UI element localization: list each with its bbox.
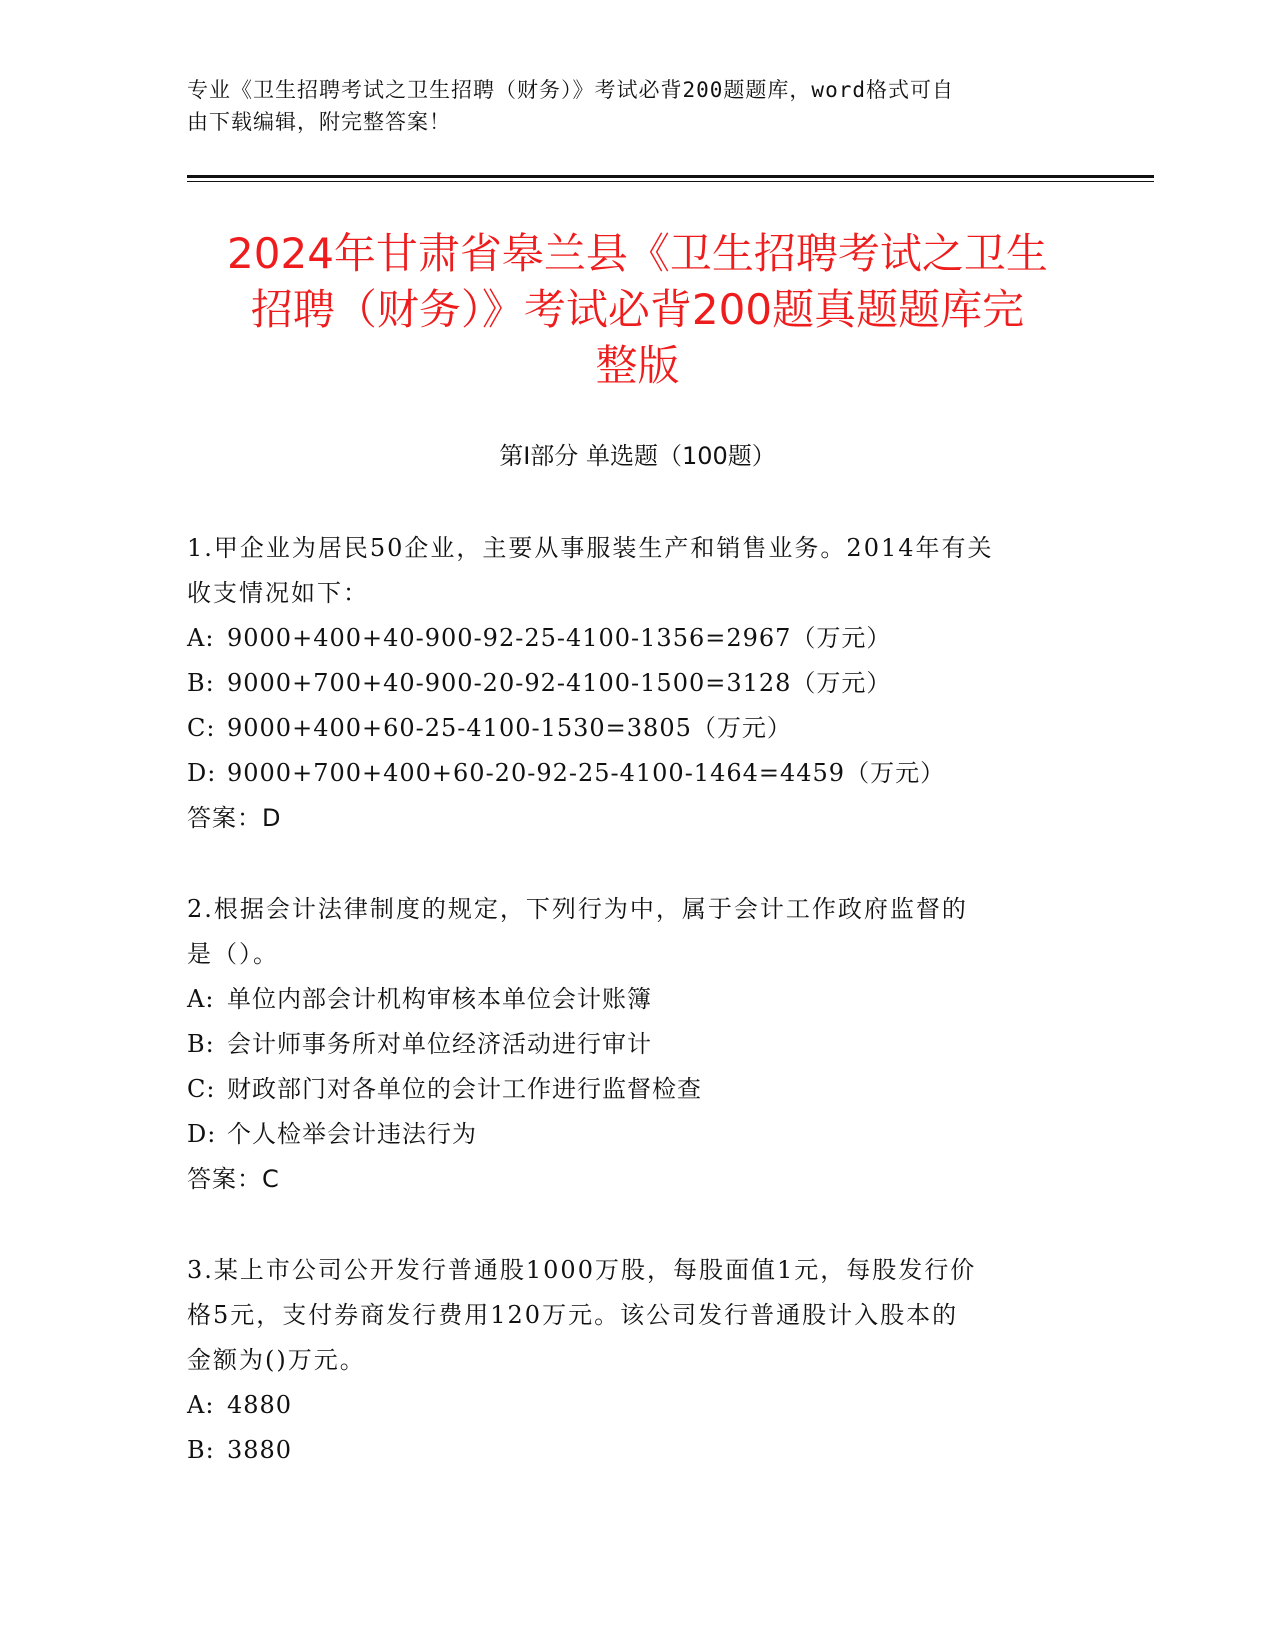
option-c [187,1067,1087,1112]
option-letter: C: [187,1075,216,1103]
option-text: 3880 [227,1436,293,1464]
option-b [187,661,1087,706]
option-letter: A: [187,985,215,1013]
option-letter: D: [187,759,217,787]
option-letter: B: [187,1436,215,1464]
header-divider-thick [187,175,1154,178]
header-divider-thin [187,181,1154,182]
header-note [187,74,1067,138]
option-a [187,1383,1087,1428]
option-text: 9000+400+40-900-92-25-4100-1356=2967（万元） [227,624,892,652]
question-3 [187,1248,1087,1473]
option-text: 单位内部会计机构审核本单位会计账簿 [227,985,652,1013]
option-letter: A: [187,624,215,652]
document-title [160,226,1115,394]
option-b [187,1022,1087,1067]
option-letter: B: [187,1030,215,1058]
document-title-line-3: 整版 [595,341,680,390]
question-text-line: 金额为()万元。 [187,1346,366,1374]
question-text-line: 收支情况如下： [187,579,369,607]
section-heading: 第Ⅰ部分 单选题（100题） [499,442,776,470]
option-text: 会计师事务所对单位经济活动进行审计 [227,1030,652,1058]
question-2 [187,887,1087,1202]
option-text: 个人检举会计违法行为 [227,1120,477,1148]
option-d [187,751,1087,796]
answer-line: 答案：D [187,804,282,832]
option-d [187,1112,1087,1157]
option-text: 9000+700+40-900-20-92-4100-1500=3128（万元） [227,669,892,697]
header-note-line-1: 专业《卫生招聘考试之卫生招聘（财务）》考试必背200题题库，word格式可自 [187,78,954,102]
option-text: 9000+700+400+60-20-92-25-4100-1464=4459（万元） [227,759,946,787]
option-a [187,616,1087,661]
document-title-line-2: 招聘（财务）》考试必背200题真题题库完 [250,285,1025,334]
option-b [187,1428,1087,1473]
option-text: 9000+400+60-25-4100-1530=3805（万元） [227,714,792,742]
answer-line: 答案：C [187,1165,280,1193]
option-letter: D: [187,1120,217,1148]
option-letter: B: [187,669,215,697]
question-1 [187,526,1087,841]
option-a [187,977,1087,1022]
question-text-line: 1.甲企业为居民50企业，主要从事服装生产和销售业务。2014年有关 [187,534,994,562]
question-text-line: 格5元，支付券商发行费用120万元。该公司发行普通股计入股本的 [187,1301,959,1329]
option-text: 4880 [227,1391,293,1419]
option-text: 财政部门对各单位的会计工作进行监督检查 [227,1075,702,1103]
question-text-line: 3.某上市公司公开发行普通股1000万股，每股面值1元，每股发行价 [187,1256,977,1284]
option-letter: C: [187,714,216,742]
document-title-line-1: 2024年甘肃省皋兰县《卫生招聘考试之卫生 [227,229,1048,278]
header-note-line-2: 由下载编辑，附完整答案！ [187,110,451,134]
option-letter: A: [187,1391,215,1419]
option-c [187,706,1087,751]
question-text-line: 是（）。 [187,940,279,968]
question-text-line: 2.根据会计法律制度的规定，下列行为中，属于会计工作政府监督的 [187,895,968,923]
